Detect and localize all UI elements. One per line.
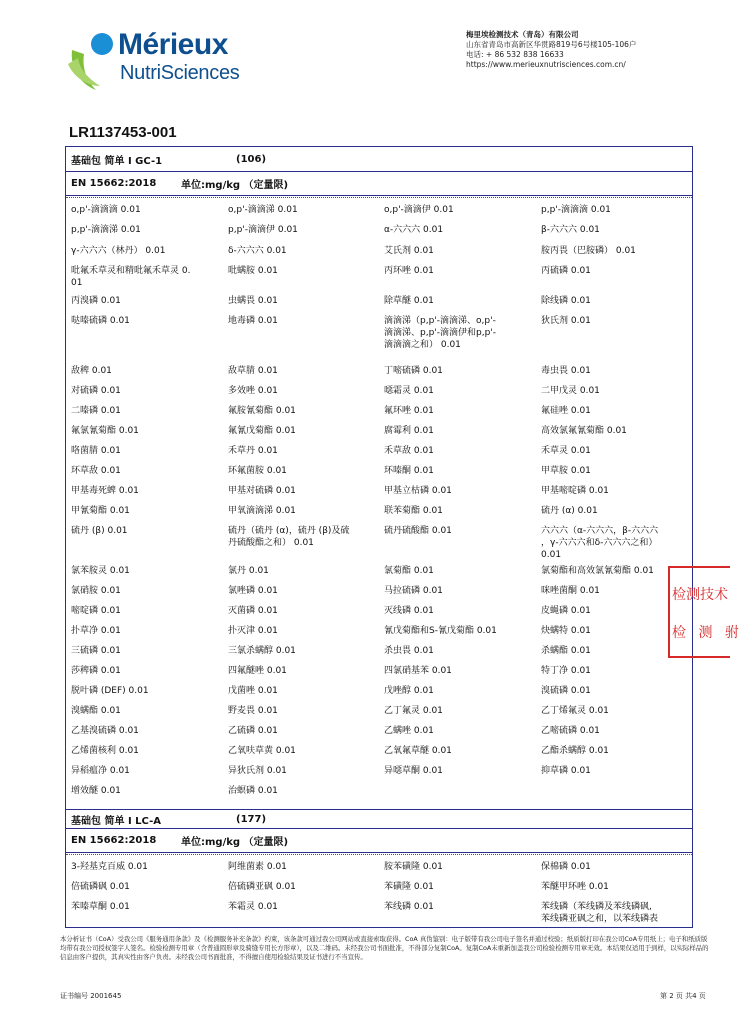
section1-item: 氟硅唑 0.01 [541,406,591,416]
section1-item: 皮蝇磷 0.01 [541,606,591,616]
section1-item: 三硫磷 0.01 [71,646,121,656]
section1-item: γ-六六六（林丹） 0.01 [71,246,166,256]
section1-item: 氯菊酯和高效氯氰菊酯 0.01 [541,566,654,576]
section1-item: 六六六（α-六六六，β-六六六 ，γ-六六六和δ-六六六之和） 0.01 [541,526,659,560]
section2-item: 苯醚甲环唑 0.01 [541,882,609,892]
company-info [466,30,716,70]
section1-item: 野麦畏 0.01 [228,706,278,716]
section2-item: 倍硫磷亚砜 0.01 [228,882,296,892]
section1-item: 敌稗 0.01 [71,366,112,376]
section1-item: p,p'-滴滴伊 0.01 [228,225,298,235]
logo-mark-icon [66,28,122,92]
section1-item: 滴滴涕（p,p'-滴滴涕、o,p'- 滴滴涕、p,p'-滴滴伊和p,p'- 滴滴滴之和） 0.01 [384,316,497,350]
section2-count: (177) [236,813,267,825]
section1-item: 氟环唑 0.01 [384,406,434,416]
section1-item: 狄氏剂 0.01 [541,316,591,326]
section1-item: 乙烯菌核利 0.01 [71,746,139,756]
section1-item: 四氟醚唑 0.01 [228,666,287,676]
section1-item: 对硫磷 0.01 [71,386,121,396]
section1-item: 哒嗪硫磷 0.01 [71,316,130,326]
section1-item: 敌草腈 0.01 [228,366,278,376]
section1-item: 三氯杀螨醇 0.01 [228,646,296,656]
section1-item: 氯苯胺灵 0.01 [71,566,130,576]
section1-item: 联苯菊酯 0.01 [384,506,443,516]
section1-item: 灭菌磷 0.01 [228,606,278,616]
section1-item: p,p'-滴滴滴 0.01 [541,205,611,215]
section1-method-row [66,172,692,196]
section2-item: 苯线磷 0.01 [384,902,434,912]
section1-item: 咯菌腈 0.01 [71,446,121,456]
section1-item: 乙酯杀螨醇 0.01 [541,746,609,756]
section2-item: 倍硫磷砜 0.01 [71,882,130,892]
section2-unit: 单位:mg/kg （定量限) [181,837,289,848]
section1-item: 扑灭津 0.01 [228,626,278,636]
section1-item: 溴螨酯 0.01 [71,706,121,716]
merieux-logo [66,28,256,92]
section1-item: 硫丹（硫丹 (α)，硫丹 (β)及硫 丹硫酸酯之和） 0.01 [228,526,350,548]
section1-item: 莎稗磷 0.01 [71,666,121,676]
section2-item: 3-羟基克百威 0.01 [71,862,148,872]
official-stamp [668,566,743,656]
section1-package-row [66,147,692,172]
page-number: 第 2 页 共4 页 [660,992,706,1000]
section1-item: 戊唑醇 0.01 [384,686,434,696]
section1-item: 氟氯氰菊酯 0.01 [71,426,139,436]
company-address: 山东省青岛市高新区华贯路819号6号楼105-106户 [466,40,637,49]
section2-method: EN 15662:2018 [71,835,157,846]
section1-item: 多效唑 0.01 [228,386,278,396]
section1-package: 基础包 简单 I GC-1 [71,155,163,167]
section1-item: 氰戊菊酯和S-氰戊菊酯 0.01 [384,626,497,636]
section1-item: 丙溴磷 0.01 [71,296,121,306]
section1-item: 异稻瘟净 0.01 [71,766,130,776]
stamp-border-top [668,566,730,568]
certificate-number: 证书编号 2001645 [60,992,122,1000]
stamp-text-line1: 检测技术 [672,587,728,603]
company-phone: 电话: + 86 532 838 16633 [466,50,564,59]
company-website[interactable]: https://www.merieuxnutrisciences.com.cn/ [466,60,626,69]
section2-item: 苯线磷（苯线磷及苯线磷砜, 苯线磷亚砜之和，以苯线磷表 [541,902,659,924]
section2-package-row [66,809,692,829]
section1-item: 环草敌 0.01 [71,466,121,476]
section1-item: 硫丹 (α) 0.01 [541,506,598,516]
section1-item: 乙氧呋草黄 0.01 [228,746,296,756]
section1-item: 噁霜灵 0.01 [384,386,434,396]
section1-item: 乙嘧硫磷 0.01 [541,726,600,736]
results-frame [65,146,693,928]
section1-item: 异噁草酮 0.01 [384,766,443,776]
section1-item: 氯菊酯 0.01 [384,566,434,576]
section1-item: 乙丁烯氟灵 0.01 [541,706,609,716]
section1-item: 氟胺氰菊酯 0.01 [228,406,296,416]
stamp-border-bottom [668,656,730,658]
section2-item: 胺苯磺隆 0.01 [384,862,443,872]
section1-item: 乙螨唑 0.01 [384,726,434,736]
legal-footnote: 本分析证书（CoA）受我公司《服务通用条款》及《检测服务补充条款》约束，该条款可通过我公司网站或直接索取获得。CoA 真伪鉴别：电子版带有我公司电子签名并通过校验；纸质版打印在我公司CoA专用纸上；电子和纸质版均带有我公司授权签字人签名。检验检测专用章（含普通圆形章及骑缝专用长方形章），以及二维码。未经我公司书面批准，不得部分复制CoA。复制CoA未重新加盖我公司检验检测专用章无效。本结果仅适用于到样，以实际样品的信息由客户提供，其真实性由客户负责。未经我公司书面批准，不得擅自使用检验结果及证书进行不当宣传。 [60,935,709,961]
section1-item: 氯硝胺 0.01 [71,586,121,596]
section1-item: 抑草磷 0.01 [541,766,591,776]
section1-item: 高效氯氟氰菊酯 0.01 [541,426,627,436]
section1-item: 环氟菌胺 0.01 [228,466,287,476]
section1-item: 二嗪磷 0.01 [71,406,121,416]
section1-item: 毒虫畏 0.01 [541,366,591,376]
section1-item: 甲氧滴滴涕 0.01 [228,506,296,516]
section1-item: 吡螨胺 0.01 [228,266,278,276]
section1-item: 甲草胺 0.01 [541,466,591,476]
section1-item: α-六六六 0.01 [384,225,444,235]
stamp-border [668,566,670,658]
section2-item: 苯嗪草酮 0.01 [71,902,130,912]
section1-item: 甲基毒死蜱 0.01 [71,486,139,496]
section1-item: 禾草丹 0.01 [228,446,278,456]
section1-item: p,p'-滴滴涕 0.01 [71,225,141,235]
section1-item: 四氯硝基苯 0.01 [384,666,452,676]
section1-item: 除草醚 0.01 [384,296,434,306]
section1-item: 脱叶磷 (DEF) 0.01 [71,686,149,696]
section1-item: 丙硫磷 0.01 [541,266,591,276]
section1-count: (106) [236,153,267,165]
section1-item: 禾草灵 0.01 [541,446,591,456]
section1-item: β-六六六 0.01 [541,225,600,235]
company-name: 梅里埃检测技术（青岛）有限公司 [466,30,579,39]
section1-item: 扑草净 0.01 [71,626,121,636]
section2-method-row [66,829,692,853]
section1-item: 嘧啶磷 0.01 [71,606,121,616]
section2-item: 苯磺隆 0.01 [384,882,434,892]
section1-item: 治螟磷 0.01 [228,786,278,796]
section1-item: δ-六六六 0.01 [228,246,287,256]
section1-item: 环嗪酮 0.01 [384,466,434,476]
logo-wordmark: Mérieux [118,28,228,61]
section1-item: 增效醚 0.01 [71,786,121,796]
section1-item: o,p'-滴滴滴 0.01 [71,205,141,215]
section1-item: 乙氧氟草醚 0.01 [384,746,452,756]
section1-item: 灭线磷 0.01 [384,606,434,616]
section1-item: 戊菌唑 0.01 [228,686,278,696]
section1-item: 胺丙畏（巴胺磷） 0.01 [541,246,636,256]
section1-item: 虫螨畏 0.01 [228,296,278,306]
section1-item: 吡氟禾草灵和精吡氟禾草灵 0. 01 [71,266,191,288]
section1-item: 禾草敌 0.01 [384,446,434,456]
section1-item: 杀螨酯 0.01 [541,646,591,656]
section1-method: EN 15662:2018 [71,178,157,189]
section1-item: 硫丹 (β) 0.01 [71,526,128,536]
section1-item: 腐霉利 0.01 [384,426,434,436]
stamp-text-line2: 检 测 驸 [672,625,743,641]
section1-item: 地毒磷 0.01 [228,316,278,326]
section1-item: 杀虫畏 0.01 [384,646,434,656]
section2-item: 阿维菌素 0.01 [228,862,287,872]
section1-item: 咪唑菌酮 0.01 [541,586,600,596]
section1-item: o,p'-滴滴伊 0.01 [384,205,454,215]
section1-item: 马拉硫磷 0.01 [384,586,443,596]
section1-item: 二甲戊灵 0.01 [541,386,600,396]
section1-item: 甲基立枯磷 0.01 [384,486,452,496]
section2-divider [66,854,692,855]
section1-item: o,p'-滴滴涕 0.01 [228,205,298,215]
section1-item: 甲基对硫磷 0.01 [228,486,296,496]
section1-item: 溴硫磷 0.01 [541,686,591,696]
section1-item: 乙基溴硫磷 0.01 [71,726,139,736]
section1-unit: 单位:mg/kg （定量限) [181,180,289,191]
section1-item: 乙丁氟灵 0.01 [384,706,443,716]
section1-item: 炔螨特 0.01 [541,626,591,636]
section1-item: 艾氏剂 0.01 [384,246,434,256]
section2-package: 基础包 简单 I LC-A [71,815,161,827]
section1-item: 除线磷 0.01 [541,296,591,306]
section2-item: 保棉磷 0.01 [541,862,591,872]
section1-divider [66,197,692,198]
section1-item: 异狄氏剂 0.01 [228,766,287,776]
section1-item: 氯丹 0.01 [228,566,269,576]
section1-item: 氟氰戊菊酯 0.01 [228,426,296,436]
section1-item: 丙环唑 0.01 [384,266,434,276]
report-id: LR1137453-001 [69,124,177,141]
section1-item: 乙硫磷 0.01 [228,726,278,736]
section1-item: 甲基嘧啶磷 0.01 [541,486,609,496]
section1-item: 特丁净 0.01 [541,666,591,676]
section1-item: 甲氰菊酯 0.01 [71,506,130,516]
section1-item: 丁嘧硫磷 0.01 [384,366,443,376]
section2-item: 苯霜灵 0.01 [228,902,278,912]
section1-item: 硫丹硫酸酯 0.01 [384,526,452,536]
section1-item: 氯唑磷 0.01 [228,586,278,596]
logo-subwordmark: NutriSciences [120,62,240,84]
